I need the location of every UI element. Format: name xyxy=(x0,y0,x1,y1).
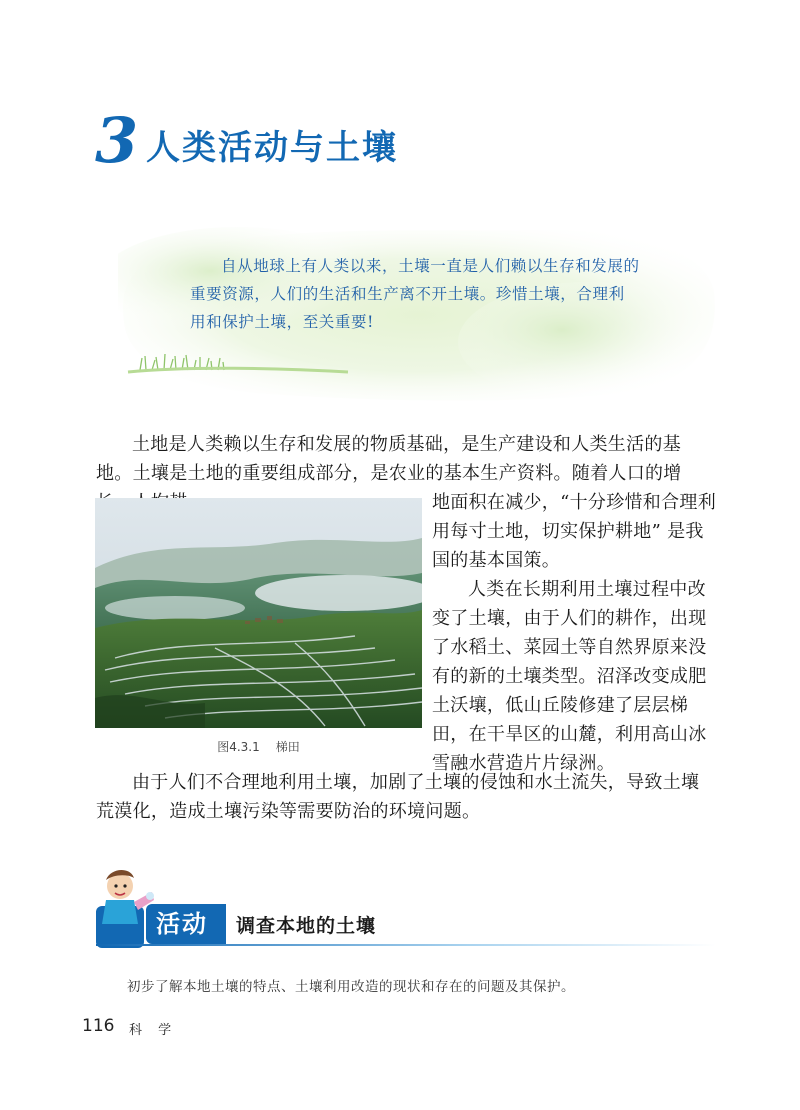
chapter-title: 人类活动与土壤 xyxy=(146,128,398,168)
paragraph-2: 地面积在减少，“十分珍惜和合理利用每寸土地，切实保护耕地” 是我国的基本国策。 人类在长期利用土壤过程中改变了土壤，由于人们的耕作，出现了水稻土、菜园土等自然界原来没有的新的土壤类型。沼泽改变成肥土沃壤，低山丘陵修建了层层梯田，在干旱区的山麓，利用高山冰雪融水营造片片绿洲。 xyxy=(432,492,717,774)
figure-title: 梯田 xyxy=(275,740,300,754)
activity-divider xyxy=(96,944,716,946)
figure-number: 图4.3.1 xyxy=(217,740,260,754)
book-name: 科 学 xyxy=(129,1023,178,1038)
intro-callout xyxy=(118,222,718,404)
paragraph-3: 由于人们不合理地利用土壤，加剧了土壤的侵蚀和水土流失，导致土壤荒漠化，造成土壤污染等需要防治的环境问题。 xyxy=(96,772,700,822)
terraced-fields-photo xyxy=(95,498,422,728)
activity-label: 活动 xyxy=(146,904,226,944)
activity-title: 调查本地的土壤 xyxy=(236,915,377,937)
page-number: 116 xyxy=(82,1016,115,1036)
intro-text: 自从地球上有人类以来，土壤一直是人们赖以生存和发展的重要资源，人们的生活和生产离不开土壤。珍惜土壤，合理利用和保护土壤，至关重要! xyxy=(190,257,640,331)
chapter-number: 3 xyxy=(95,104,139,177)
paragraph-1: 土地是人类赖以生存和发展的物质基础，是生产建设和人类生活的基地。土壤是土地的重要组成部分，是农业的基本生产资料。随着人口的增 xyxy=(96,434,682,484)
figure-caption xyxy=(95,738,422,755)
activity-description: 初步了解本地土壤的特点、土壤利用改造的现状和存在的问题及其保护。 xyxy=(127,979,575,995)
